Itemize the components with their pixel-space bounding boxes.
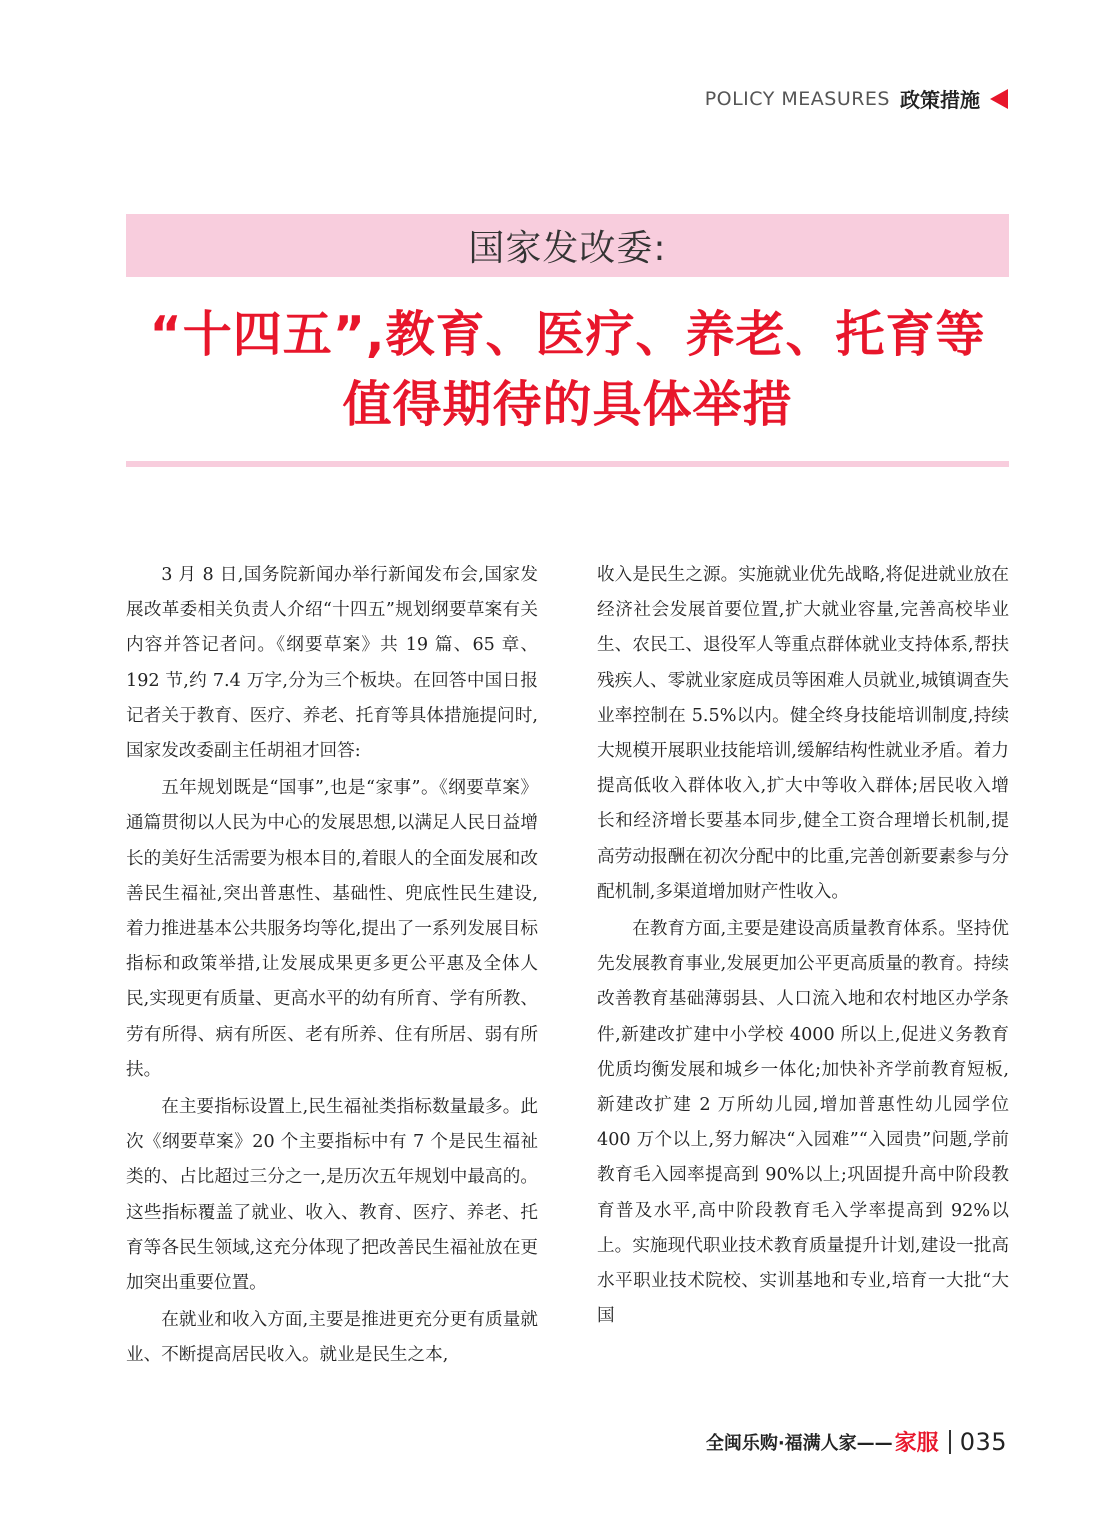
- paragraph-continued: 收入是民生之源。实施就业优先战略,将促进就业放在经济社会发展首要位置,扩大就业容量,完善高校毕业生、农民工、退役军人等重点群体就业支持体系,帮扶残疾人、零就业家庭成员等困难人员就业,城镇调查失业率控制在 5.5%以内。健全终身技能培训制度,持续大规模开展职业技能培训,缓解结构性就业矛盾。着力提高低收入群体收入,扩大中等收入群体;居民收入增长和经济增长要基本同步,健全工资合理增长机制,提高劳动报酬在初次分配中的比重,完善创新要素参与分配机制,多渠道增加财产性收入。: [597, 565, 1009, 902]
- footer-divider: [949, 1430, 951, 1454]
- page-number: 035: [959, 1427, 1007, 1456]
- title-line-2: 值得期待的具体举措: [342, 376, 793, 433]
- footer-brand: 家服: [894, 1431, 939, 1456]
- paragraph: 在就业和收入方面,主要是推进更充分更有质量就业、不断提高居民收入。就业是民生之本,: [126, 1310, 538, 1366]
- red-triangle-icon: [990, 89, 1008, 109]
- paragraph: 在主要指标设置上,民生福祉类指标数量最多。此次《纲要草案》20 个主要指标中有 7 个是民生福祉类的、占比超过三分之一,是历次五年规划中最高的。这些指标覆盖了就业、收入、教育、医疗、养老、托育等各民生领域,这充分体现了把改善民生福祉放在更加突出重要位置。: [126, 1097, 538, 1294]
- title-divider: [126, 461, 1009, 467]
- footer-slogan: 全闽乐购·福满人家——: [705, 1432, 893, 1454]
- banner-text: 国家发改委:: [468, 228, 667, 269]
- paragraph: 在教育方面,主要是建设高质量教育体系。坚持优先发展教育事业,发展更加公平更高质量的教育。持续改善教育基础薄弱县、人口流入地和农村地区办学条件,新建改扩建中小学校 4000 所以上,促进义务教育优质均衡发展和城乡一体化;加快补齐学前教育短板,新建改扩建 2 万所幼儿园,增加普惠性幼儿园学位 400 万个以上,努力解决“入园难”“入园贵”问题,学前教育毛入园率提高到 90%以上;巩固提升高中阶段教育普及水平,高中阶段教育毛入学率提高到 92%以上。实施现代职业技术教育质量提升计划,建设一批高水平职业技术院校、实训基地和专业,培育一大批“大国: [597, 919, 1009, 1327]
- page-footer: [706, 1426, 1007, 1457]
- title-line-1: “十四五”,教育、医疗、养老、托育等: [149, 306, 986, 363]
- paragraph: 3 月 8 日,国务院新闻办举行新闻发布会,国家发展改革委相关负责人介绍“十四五”规划纲要草案有关内容并答记者问。《纲要草案》共 19 篇、65 章、192 节,约 7.4 万字,分为三个板块。在回答中国日报记者关于教育、医疗、养老、托育等具体措施提问时,国家发改委副主任胡祖才回答:: [126, 565, 538, 762]
- body-column-left: [126, 558, 538, 1376]
- article-title: [126, 300, 1009, 440]
- section-label-zh: 政策措施: [900, 88, 980, 112]
- paragraph: 五年规划既是“国事”,也是“家事”。《纲要草案》通篇贯彻以人民为中心的发展思想,以满足人民日益增长的美好生活需要为根本目的,着眼人的全面发展和改善民生福祉,突出普惠性、基础性、兜底性民生建设,着力推进基本公共服务均等化,提出了一系列发展目标指标和政策举措,让发展成果更多更公平惠及全体人民,实现更有质量、更高水平的幼有所育、学有所教、劳有所得、病有所医、老有所养、住有所居、弱有所扶。: [126, 778, 538, 1080]
- section-label-en: POLICY MEASURES: [704, 87, 890, 110]
- subtitle-banner: [126, 214, 1009, 277]
- body-column-right: [597, 558, 1009, 1336]
- section-header: [705, 84, 1008, 113]
